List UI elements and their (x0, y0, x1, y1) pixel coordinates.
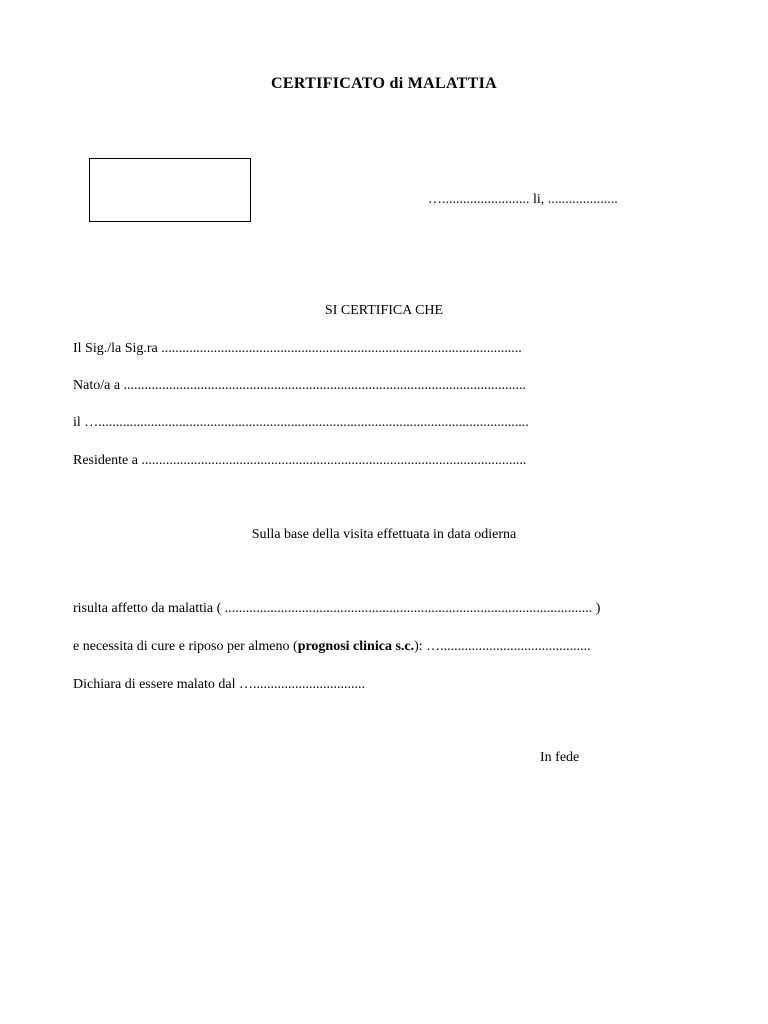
birthplace-field-line: Nato/a a ................................................................................................................... (73, 378, 527, 393)
illness-line: risulta affetto da malattia ( ......................................................................................................... ) (73, 601, 601, 616)
certify-heading: SI CERTIFICA CHE (324, 303, 444, 318)
care-line-bold: prognosi clinica s.c. (297, 639, 415, 654)
name-field-line: Il Sig./la Sig.ra ....................................................................................................... (73, 341, 522, 356)
declaration-line: Dichiara di essere malato dal …................................ (73, 677, 365, 692)
document-title: CERTIFICATO di MALATTIA (271, 75, 497, 92)
residence-field-line: Residente a .............................................................................................................. (73, 453, 527, 468)
birthdate-field-line: il …........................................................................................................................... (73, 415, 529, 430)
care-line-suffix: ): …........................................... (414, 639, 591, 654)
care-line (73, 640, 591, 654)
place-date-line: …......................... li, .................... (428, 192, 618, 207)
stamp-box (89, 158, 251, 222)
closing-text: In fede (540, 750, 580, 765)
visit-statement: Sulla base della visita effettuata in data odierna (251, 527, 517, 542)
care-line-prefix: e necessita di cure e riposo per almeno ( (73, 639, 298, 654)
